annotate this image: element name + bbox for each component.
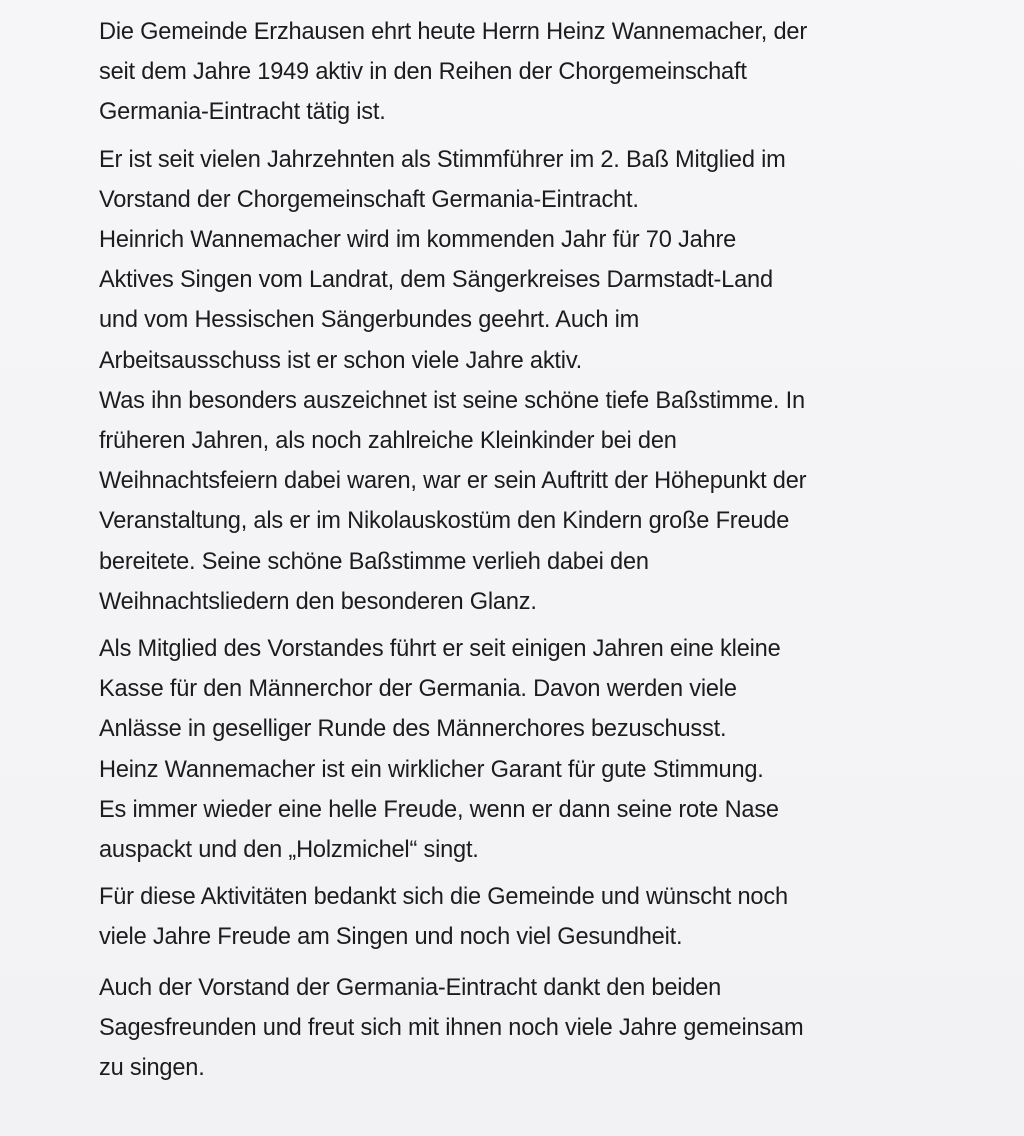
- paragraph-board-role: [99, 629, 929, 870]
- text-line: seit dem Jahre 1949 aktiv in den Reihen der Chorgemeinschaft: [99, 59, 747, 86]
- text-line: Sagesfreunden und freut sich mit ihnen noch viele Jahre gemeinsam: [99, 1014, 804, 1041]
- text-line: Aktives Singen vom Landrat, dem Sängerkreises Darmstadt-Land: [99, 267, 773, 294]
- text-line: Kasse für den Männerchor der Germania. Davon werden viele: [99, 676, 737, 703]
- text-line: Germania-Eintracht tätig ist.: [99, 99, 386, 126]
- text-line: Was ihn besonders auszeichnet ist seine schöne tiefe Baßstimme. In: [99, 387, 805, 414]
- text-line: Vorstand der Chorgemeinschaft Germania-Eintracht.: [99, 186, 639, 213]
- text-line: Als Mitglied des Vorstandes führt er seit einigen Jahren eine kleine: [99, 636, 781, 663]
- text-line: Auch der Vorstand der Germania-Eintracht dankt den beiden: [99, 974, 722, 1001]
- paragraph-honor-intro: [99, 12, 929, 133]
- paragraph-spacer: [99, 622, 929, 629]
- text-line: zu singen.: [99, 1055, 205, 1082]
- text-line: viele Jahre Freude am Singen und noch viel Gesundheit.: [99, 924, 683, 951]
- paragraph-spacer: [99, 958, 929, 968]
- text-line: Es immer wieder eine helle Freude, wenn er dann seine rote Nase: [99, 796, 779, 823]
- text-line: Weihnachtsfeiern dabei waren, war er sein Auftritt der Höhepunkt der: [99, 468, 807, 495]
- text-line: bereitete. Seine schöne Baßstimme verlieh dabei den: [99, 548, 649, 575]
- text-line: Die Gemeinde Erzhausen ehrt heute Herrn Heinz Wannemacher, der: [99, 19, 808, 45]
- text-line: Heinrich Wannemacher wird im kommenden Jahr für 70 Jahre: [99, 227, 737, 254]
- text-line: Anlässe in geselliger Runde des Männerchores bezuschusst.: [99, 716, 727, 743]
- text-line: Heinz Wannemacher ist ein wirklicher Garant für gute Stimmung.: [99, 756, 764, 783]
- paragraph-community-thanks: [99, 877, 929, 957]
- text-line: Weihnachtsliedern den besonderen Glanz.: [99, 588, 537, 615]
- paragraph-spacer: [99, 870, 929, 877]
- paragraph-board-thanks: [99, 968, 929, 1089]
- text-line: auspackt und den „Holzmichel“ singt.: [99, 837, 479, 864]
- text-line: Für diese Aktivitäten bedankt sich die Gemeinde und wünscht noch: [99, 884, 788, 911]
- document-body: [99, 12, 929, 1088]
- text-line: Arbeitsausschuss ist er schon viele Jahre aktiv.: [99, 347, 583, 374]
- text-line: Er ist seit vielen Jahrzehnten als Stimmführer im 2. Baß Mitglied im: [99, 146, 786, 173]
- paragraph-spacer: [99, 133, 929, 140]
- text-line: Veranstaltung, als er im Nikolauskostüm den Kindern große Freude: [99, 508, 790, 535]
- text-line: früheren Jahren, als noch zahlreiche Kleinkinder bei den: [99, 428, 677, 455]
- paragraph-career: [99, 140, 929, 622]
- text-line: und vom Hessischen Sängerbundes geehrt. Auch im: [99, 307, 640, 334]
